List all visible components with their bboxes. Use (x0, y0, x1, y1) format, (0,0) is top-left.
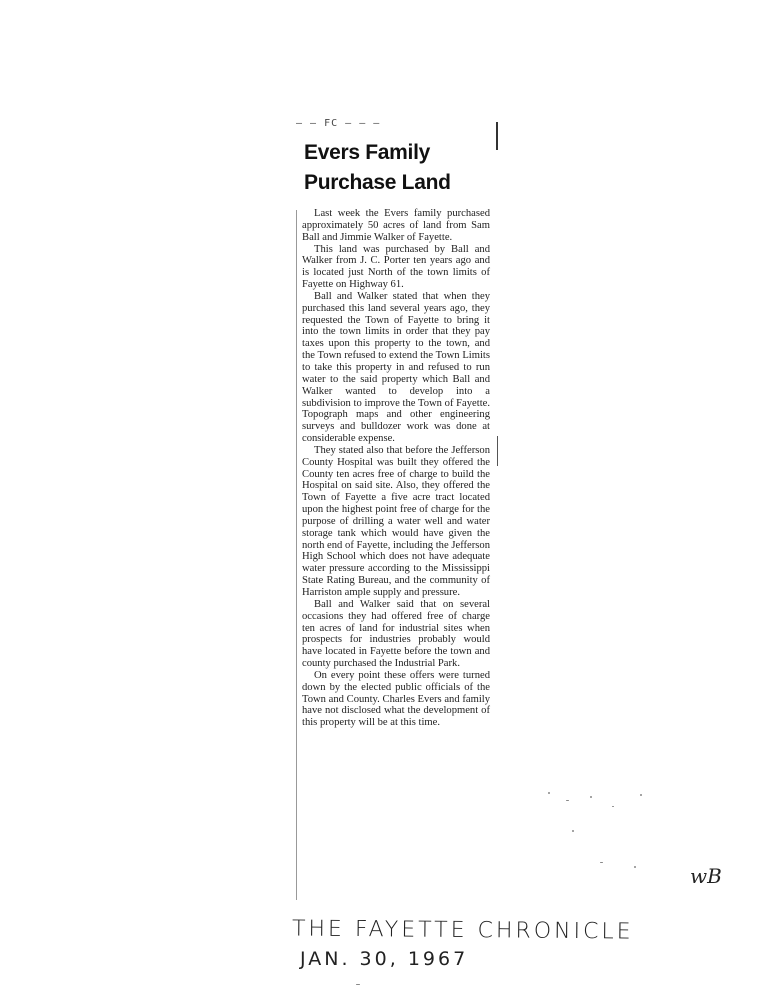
scan-speck (572, 830, 574, 832)
handwritten-source: THE FAYETTE CHRONICLE (291, 916, 634, 945)
handwritten-date: JAN. 30, 1967 (300, 948, 469, 970)
article-body (302, 208, 490, 729)
paragraph-4: They stated also that before the Jefferson County Hospital was built they offered the County ten acres free of charge to build the Hospital on said site. Also, they offered the Town of Fayette a five acre tract located upon the highest point free of charge for the purpose of drilling a water well and water storage tank which would have given the north end of Fayette, including the Jefferson High School which does not have adequate water pressure according to the Mississippi State Rating Bureau, and the community of Harriston ample supply and pressure. (302, 444, 490, 598)
scan-speck (600, 862, 603, 863)
handwritten-initials: wB (690, 864, 722, 888)
headline-line-2: Purchase Land (304, 171, 451, 194)
scan-speck (590, 796, 592, 798)
paragraph-2: This land was purchased by Ball and Walker from J. C. Porter ten years ago and is located just North of the town limits of Fayette on Highway 61. (302, 243, 490, 291)
scan-speck (612, 806, 614, 807)
paragraph-1: Last week the Evers family purchased approximately 50 acres of land from Sam Ball and Jimmie Walker of Fayette. (302, 208, 490, 243)
headline (304, 138, 484, 198)
scan-speck (640, 794, 642, 796)
paragraph-5: Ball and Walker said that on several occasions they had offered free of charge ten acres of land for industrial sites when prospects for industries probably would have located in Fayette before the town and county purchased the Industrial Park. (302, 598, 490, 670)
column-rule-top (496, 122, 498, 150)
headline-line-1: Evers Family (304, 141, 430, 164)
paragraph-6: On every point these offers were turned down by the elected public officials of the Town and County. Charles Evers and family have not disclosed what the development of this property will be at this time. (302, 669, 490, 729)
clipping-header-mark: — — FC — — — (296, 118, 381, 129)
paragraph-3: Ball and Walker stated that when they purchased this land several years ago, they requested the Town of Fayette to bring it into the town limits in order that they pay taxes upon this property to the town, and the Town refused to extend the Town Limits to take this property in and refused to run water to the said property which Ball and Walker wanted to develop into a subdivision to improve the Town of Fayette. Topograph maps and other engineering surveys and bulldozer work was done at considerable expense. (302, 290, 490, 445)
scan-speck (548, 792, 550, 794)
scan-speck (634, 866, 636, 868)
column-rule-mid (497, 436, 498, 466)
newspaper-clipping (296, 118, 496, 908)
scan-speck (356, 984, 360, 985)
column-rule-left (296, 210, 297, 900)
scan-speck (566, 800, 569, 801)
